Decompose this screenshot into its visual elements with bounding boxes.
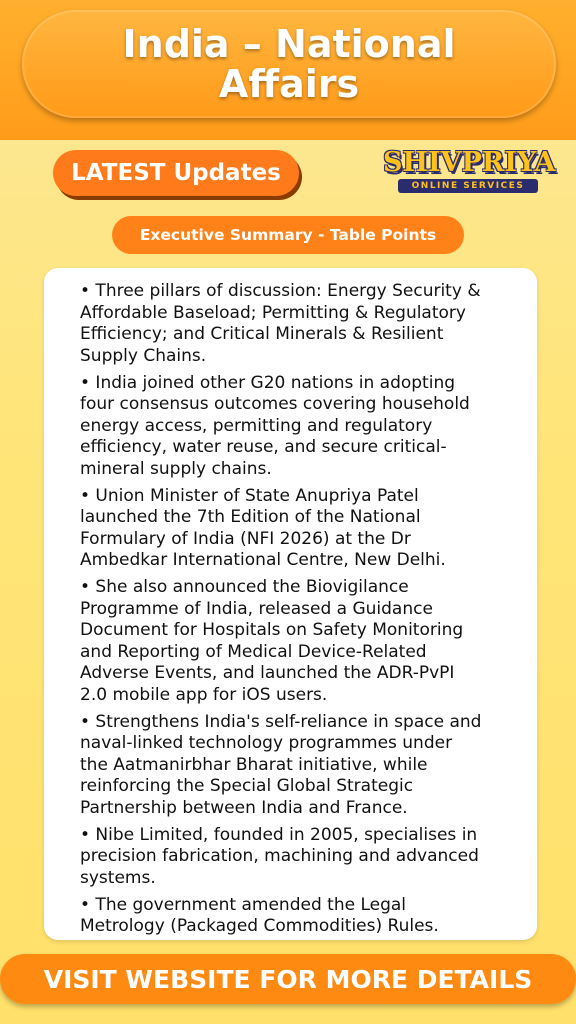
list-item: • Nibe Limited, founded in 2005, specialises in precision fabrication, machining and advanced systems. [80, 824, 479, 888]
list-item: • Three pillars of discussion: Energy Security & Affordable Baseload; Permitting & Regulatory Efficiency; and Critical Minerals & Resilient Supply Chains. [80, 281, 481, 366]
logo-subtitle: ONLINE SERVICES [398, 179, 538, 193]
list-item: • Strengthens India's self-reliance in space and naval-linked technology programmes under the Aatmanirbhar Bharat initiative, while reinforcing the Special Global Strategic Partnership between India and France. [80, 711, 482, 818]
list-item: • She also announced the Biovigilance Programme of India, released a Guidance Document for Hospitals on Safety Monitoring and Reporting of Medical Device-Related Adverse Events, and launched the ADR-PvPI 2.0 mobile app for iOS users. [80, 577, 464, 705]
list-item: • India joined other G20 nations in adopting four consensus outcomes covering household energy access, permitting and regulatory efficiency, water reuse, and secure critical-mineral supply chains. [80, 372, 470, 479]
shivpriya-logo [383, 147, 556, 196]
latest-updates-button[interactable]: LATEST Updates [53, 150, 299, 196]
visit-website-button[interactable]: VISIT WEBSITE FOR MORE DETAILS [0, 954, 576, 1004]
title-banner [22, 10, 556, 118]
section-label: Executive Summary - Table Points [112, 216, 464, 254]
list-item: • The government amended the Legal Metrology (Packaged Commodities) Rules. [80, 894, 439, 936]
logo-brand-text: SHIVPRIYA [383, 147, 556, 178]
page-title: India – National Affairs [122, 22, 456, 106]
list-item: • Union Minister of State Anupriya Patel launched the 7th Edition of the National Formulary of India (NFI 2026) at the Dr Ambedkar International Centre, New Delhi. [80, 485, 446, 570]
summary-points-list [80, 281, 482, 943]
